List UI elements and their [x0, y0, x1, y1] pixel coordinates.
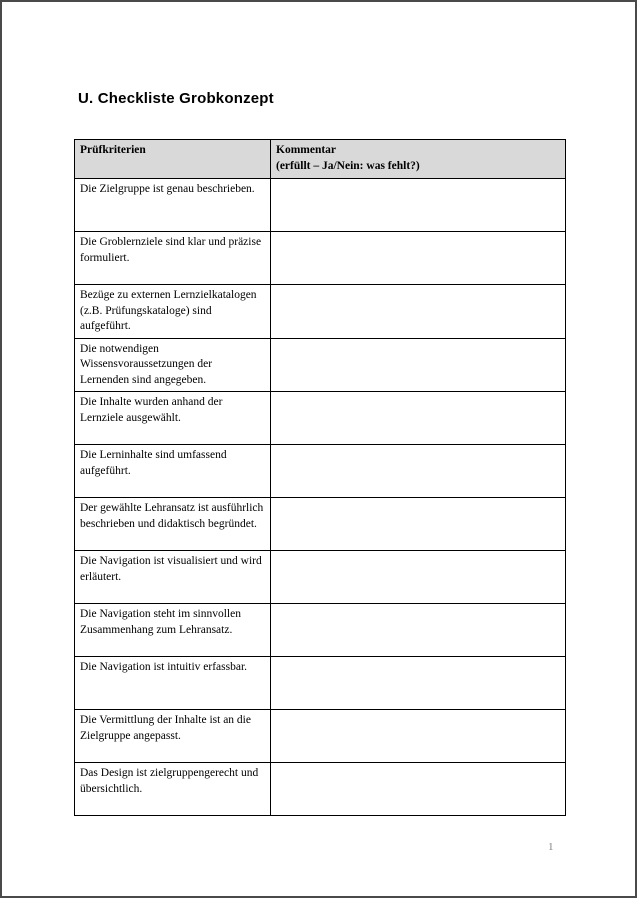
- criterion-cell: Die Navigation steht im sinnvollen Zusammenhang zum Lehransatz.: [75, 604, 271, 657]
- table-row: [75, 551, 566, 604]
- table-header-row: [75, 140, 566, 179]
- comment-cell[interactable]: [271, 445, 566, 498]
- column-header-comment-line1: Kommentar: [276, 144, 337, 156]
- criterion-cell: Bezüge zu externen Lernzielkatalogen (z.B. Prüfungskataloge) sind aufgeführt.: [75, 285, 271, 339]
- criterion-cell: Die Zielgruppe ist genau beschrieben.: [75, 179, 271, 232]
- column-header-comment: [271, 140, 566, 179]
- criterion-cell: Die Navigation ist intuitiv erfassbar.: [75, 657, 271, 710]
- table-row: [75, 445, 566, 498]
- comment-cell[interactable]: [271, 604, 566, 657]
- table-row: [75, 179, 566, 232]
- criterion-cell: Die Navigation ist visualisiert und wird erläutert.: [75, 551, 271, 604]
- table-row: [75, 392, 566, 445]
- comment-cell[interactable]: [271, 179, 566, 232]
- criterion-cell: Die Vermittlung der Inhalte ist an die Zielgruppe angepasst.: [75, 710, 271, 763]
- page-number: 1: [548, 841, 554, 853]
- table-row: [75, 285, 566, 339]
- comment-cell[interactable]: [271, 710, 566, 763]
- criterion-cell: Die Lerninhalte sind umfassend aufgeführt.: [75, 445, 271, 498]
- comment-cell[interactable]: [271, 551, 566, 604]
- table-row: [75, 232, 566, 285]
- column-header-comment-line2: (erfüllt – Ja/Nein: was fehlt?): [276, 159, 420, 172]
- comment-cell[interactable]: [271, 392, 566, 445]
- column-header-criteria: Prüfkriterien: [75, 140, 271, 179]
- table-row: [75, 763, 566, 816]
- table-row: [75, 498, 566, 551]
- table-row: [75, 657, 566, 710]
- criterion-cell: Die Inhalte wurden anhand der Lernziele ausgewählt.: [75, 392, 271, 445]
- checklist-table: [74, 139, 566, 816]
- comment-cell[interactable]: [271, 498, 566, 551]
- table-row: [75, 338, 566, 392]
- table-row: [75, 604, 566, 657]
- criterion-cell: Die Groblernziele sind klar und präzise formuliert.: [75, 232, 271, 285]
- table-row: [75, 710, 566, 763]
- criterion-cell: Die notwendigen Wissensvoraussetzungen der Lernenden sind angegeben.: [75, 338, 271, 392]
- comment-cell[interactable]: [271, 232, 566, 285]
- comment-cell[interactable]: [271, 285, 566, 339]
- comment-cell[interactable]: [271, 657, 566, 710]
- page-title: U. Checkliste Grobkonzept: [78, 90, 274, 107]
- criterion-cell: Der gewählte Lehransatz ist ausführlich beschrieben und didaktisch begründet.: [75, 498, 271, 551]
- comment-cell[interactable]: [271, 763, 566, 816]
- criterion-cell: Das Design ist zielgruppengerecht und übersichtlich.: [75, 763, 271, 816]
- comment-cell[interactable]: [271, 338, 566, 392]
